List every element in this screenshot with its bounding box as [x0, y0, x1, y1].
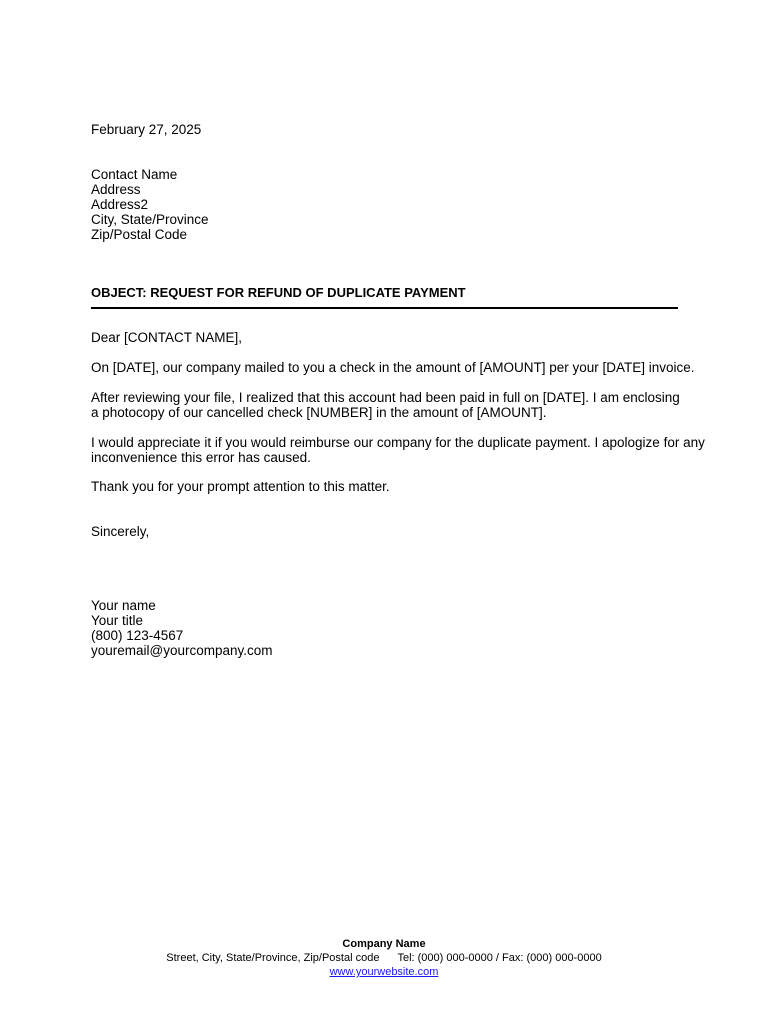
recipient-address-line1: Address	[91, 182, 141, 197]
body-paragraph-4	[91, 479, 679, 494]
paragraph-1-text: On [DATE], our company mailed to you a check in the amount of [AMOUNT] per your [DATE] invoice.	[91, 360, 695, 375]
paragraph-2-line-2: a photocopy of our cancelled check [NUMBER] in the amount of [AMOUNT].	[91, 405, 547, 420]
paragraph-3-line-1: I would appreciate it if you would reimburse our company for the duplicate payment. I apologize for any	[91, 435, 705, 450]
footer-contact: Tel: (000) 000-0000 / Fax: (000) 000-0000	[397, 952, 602, 964]
signature-block	[91, 598, 679, 658]
footer-company-name: Company Name	[342, 938, 426, 950]
date-text: February 27, 2025	[91, 122, 202, 137]
footer-address-line	[0, 951, 768, 965]
greeting-text: Dear [CONTACT NAME],	[91, 330, 243, 345]
subject-section	[91, 285, 678, 309]
recipient-address	[91, 167, 679, 242]
recipient-zip: Zip/Postal Code	[91, 227, 188, 242]
footer-website-link[interactable]: www.yourwebsite.com	[329, 966, 439, 978]
paragraph-4-text: Thank you for your prompt attention to this matter.	[91, 479, 390, 494]
recipient-contact-name: Contact Name	[91, 167, 178, 182]
body-paragraph-1	[91, 360, 695, 375]
body-paragraph-3	[91, 435, 705, 465]
footer-website-line	[0, 965, 768, 979]
recipient-address-line2: Address2	[91, 197, 149, 212]
footer-address: Street, City, State/Province, Zip/Postal code	[166, 952, 380, 964]
subject-heading: OBJECT: REQUEST FOR REFUND OF DUPLICATE PAYMENT	[91, 285, 466, 300]
page-footer	[0, 937, 768, 979]
closing-text: Sincerely,	[91, 524, 150, 539]
paragraph-3-line-2: inconvenience this error has caused.	[91, 450, 311, 465]
letter-date	[91, 122, 679, 137]
closing	[91, 524, 679, 539]
body-paragraph-2	[91, 390, 679, 420]
paragraph-2-line-1: After reviewing your file, I realized that this account had been paid in full on [DATE]. I am enclosing	[91, 390, 680, 405]
greeting	[91, 330, 679, 345]
signature-phone: (800) 123-4567	[91, 628, 184, 643]
signature-email: youremail@yourcompany.com	[91, 643, 273, 658]
signature-name: Your name	[91, 598, 156, 613]
recipient-city-state: City, State/Province	[91, 212, 209, 227]
signature-title: Your title	[91, 613, 144, 628]
